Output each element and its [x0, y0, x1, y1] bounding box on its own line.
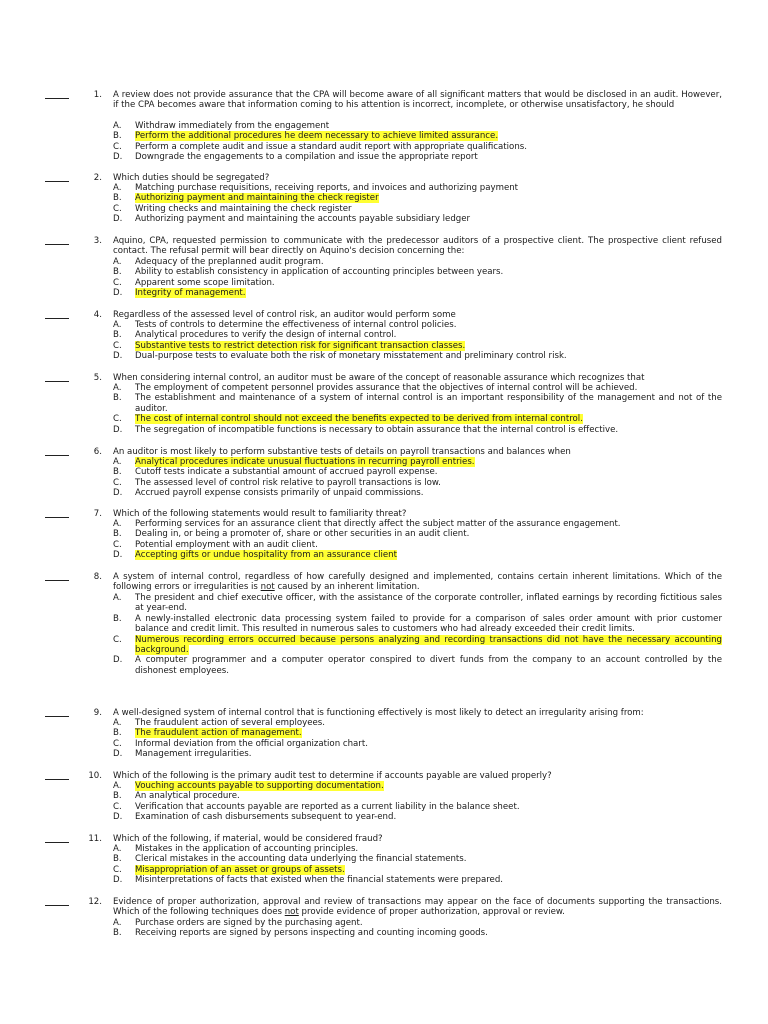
option-text: Writing checks and maintaining the check register	[135, 203, 352, 214]
option-letter: A.	[113, 457, 122, 467]
option-b[interactable]	[113, 529, 722, 539]
option-d[interactable]	[113, 749, 722, 759]
option-letter: B.	[113, 193, 122, 204]
option-text: Management irregularities.	[135, 749, 252, 760]
question-stem: Aquino, CPA, requested permission to communicate with the predecessor auditors of a prospective client. The prospective client refused contact. The refusal permit will bear directly on Aquino's decision concerning the:	[113, 236, 722, 257]
option-letter: D.	[113, 655, 123, 666]
option-a[interactable]	[113, 121, 722, 131]
option-letter: A.	[113, 121, 122, 131]
option-c[interactable]	[113, 341, 722, 351]
stem-underlined-word: not	[284, 907, 299, 918]
option-text: The president and chief executive officer, with the assistance of the corporate controller, inflated earnings by recording fictitious sales at year-end.	[135, 593, 722, 614]
option-letter: B.	[113, 330, 122, 341]
question-stem: A review does not provide assurance that the CPA will become aware of all significant matters that would be disclosed in an audit. However, if the CPA becomes aware that information coming to his attention is incorrect, incomplete, or otherwise unsatisfactory, he should	[113, 90, 722, 111]
option-b[interactable]	[113, 928, 722, 938]
option-text: Receiving reports are signed by persons inspecting and counting incoming goods.	[135, 928, 488, 939]
option-d[interactable]	[113, 550, 722, 560]
option-letter: B.	[113, 613, 122, 624]
option-text-highlighted: The cost of internal control should not exceed the benefits expected to be derived from internal control.	[135, 414, 583, 425]
option-text-highlighted: Numerous recording errors occurred because persons analyzing and recording transactions did not have the necessary accounting background.	[135, 634, 722, 656]
option-b[interactable]	[113, 791, 722, 801]
question-number: 6.	[93, 447, 102, 457]
option-letter: D.	[113, 351, 123, 362]
option-text: Purchase orders are signed by the purchasing agent.	[135, 918, 363, 928]
answer-blank[interactable]	[45, 572, 69, 581]
option-text-highlighted: Accepting gifts or undue hospitality from an assurance client	[135, 550, 397, 561]
options-list	[113, 781, 722, 823]
option-letter: A.	[113, 320, 122, 330]
option-d[interactable]	[113, 488, 722, 498]
option-letter: C.	[113, 634, 122, 645]
stem-underlined-word: not	[260, 582, 275, 593]
question-number: 5.	[93, 373, 102, 383]
option-c[interactable]	[113, 802, 722, 812]
question-number: 7.	[93, 509, 102, 519]
option-text: Withdraw immediately from the engagement	[135, 121, 330, 131]
option-c[interactable]	[113, 635, 722, 656]
answer-blank[interactable]	[45, 310, 69, 319]
option-a[interactable]	[113, 593, 722, 614]
option-letter: D.	[113, 550, 123, 561]
question-number: 3.	[93, 236, 102, 246]
option-letter: D.	[113, 875, 123, 886]
option-a[interactable]	[113, 457, 722, 467]
option-text: Ability to establish consistency in application of accounting principles between years.	[135, 267, 504, 278]
answer-blank[interactable]	[45, 236, 69, 245]
option-b[interactable]	[113, 330, 722, 340]
option-letter: D.	[113, 812, 123, 823]
options-list	[113, 718, 722, 760]
option-d[interactable]	[113, 425, 722, 435]
option-d[interactable]	[113, 875, 722, 885]
option-b[interactable]	[113, 267, 722, 277]
option-a[interactable]	[113, 781, 722, 791]
option-letter: C.	[113, 864, 122, 875]
option-d[interactable]	[113, 812, 722, 822]
option-letter: A.	[113, 519, 122, 529]
question-number: 1.	[93, 90, 102, 100]
question-number: 2.	[93, 173, 102, 183]
option-text: Downgrade the engagements to a compilation and issue the appropriate report	[135, 152, 478, 163]
option-d[interactable]	[113, 655, 722, 676]
option-text-highlighted: Analytical procedures indicate unusual fluctuations in recurring payroll entries.	[135, 457, 475, 467]
option-text: Apparent some scope limitation.	[135, 277, 275, 288]
option-text-highlighted: Integrity of management.	[135, 288, 246, 299]
option-letter: D.	[113, 488, 123, 499]
option-b[interactable]	[113, 131, 722, 141]
question-number: 8.	[93, 572, 102, 582]
answer-blank[interactable]	[45, 708, 69, 717]
option-letter: D.	[113, 749, 123, 760]
option-letter: C.	[113, 340, 122, 351]
option-text: Accrued payroll expense consists primarily of unpaid commissions.	[135, 488, 424, 499]
option-letter: B.	[113, 854, 122, 865]
option-letter: A.	[113, 781, 122, 791]
option-text: Performing services for an assurance client that directly affect the subject matter of the assurance engagement.	[135, 519, 621, 529]
option-text: Informal deviation from the official organization chart.	[135, 738, 368, 749]
answer-blank[interactable]	[45, 771, 69, 780]
answer-blank[interactable]	[45, 509, 69, 518]
option-letter: C.	[113, 738, 122, 749]
option-text: The segregation of incompatible functions is necessary to obtain assurance that the internal control is effective.	[135, 424, 619, 435]
option-letter: B.	[113, 791, 122, 802]
option-c[interactable]	[113, 278, 722, 288]
option-b[interactable]	[113, 728, 722, 738]
option-text: Verification that accounts payable are reported as a current liability in the balance sheet.	[135, 801, 520, 812]
answer-blank[interactable]	[45, 90, 69, 99]
option-text-highlighted: The fraudulent action of management.	[135, 728, 302, 739]
question-stem: Which of the following statements would result to familiarity threat?	[113, 509, 407, 519]
option-letter: D.	[113, 288, 123, 299]
option-letter: A.	[113, 383, 122, 393]
option-letter: C.	[113, 414, 122, 425]
option-c[interactable]	[113, 739, 722, 749]
option-text: Mistakes in the application of accounting principles.	[135, 844, 359, 854]
option-letter: A.	[113, 718, 122, 728]
option-letter: C.	[113, 203, 122, 214]
option-text: The establishment and maintenance of a system of internal control is an important responsibility of the management and not of the auditor.	[135, 393, 722, 414]
question-number: 11.	[88, 834, 102, 844]
option-text: Dealing in, or being a promoter of, share or other securities in an audit client.	[135, 529, 470, 540]
option-text: Cutoff tests indicate a substantial amount of accrued payroll expense.	[135, 467, 438, 478]
option-letter: B.	[113, 728, 122, 739]
option-d[interactable]	[113, 152, 722, 162]
option-b[interactable]	[113, 193, 722, 203]
option-a[interactable]	[113, 257, 722, 267]
options-list	[113, 519, 722, 561]
option-c[interactable]	[113, 142, 722, 152]
question-number: 12.	[88, 897, 102, 907]
option-letter: C.	[113, 539, 122, 550]
option-text-highlighted: Misappropriation of an asset or groups of assets.	[135, 864, 345, 875]
options-list	[113, 593, 722, 676]
option-text: The employment of competent personnel provides assurance that the objectives of internal control will be achieved.	[135, 383, 638, 393]
question-stem: Regardless of the assessed level of control risk, an auditor would perform some	[113, 310, 456, 320]
question-stem: A well-designed system of internal control that is functioning effectively is most likely to detect an irregularity arising from:	[113, 708, 644, 718]
option-letter: A.	[113, 918, 122, 928]
option-letter: B.	[113, 267, 122, 278]
options-list	[113, 320, 722, 362]
option-d[interactable]	[113, 214, 722, 224]
option-letter: C.	[113, 277, 122, 288]
stem-text: A system of internal control, regardless of how carefully designed and implemented, contains certain inherent limitations. Which of the following errors or irregularities is	[113, 572, 722, 593]
option-text: The fraudulent action of several employees.	[135, 718, 325, 728]
question-stem: Which of the following, if material, would be considered fraud?	[113, 834, 383, 844]
option-text: Dual-purpose tests to evaluate both the risk of monetary misstatement and preliminary control risk.	[135, 351, 567, 362]
option-text: Potential employment with an audit client.	[135, 539, 318, 550]
option-text: An analytical procedure.	[135, 791, 240, 802]
question-stem: When considering internal control, an auditor must be aware of the concept of reasonable assurance which recognizes that	[113, 373, 645, 383]
option-a[interactable]	[113, 519, 722, 529]
option-a[interactable]	[113, 718, 722, 728]
options-list	[113, 257, 722, 299]
option-c[interactable]	[113, 478, 722, 488]
options-list	[113, 918, 722, 939]
option-letter: B.	[113, 928, 122, 939]
option-letter: D.	[113, 152, 123, 163]
option-text: Analytical procedures to verify the design of internal control.	[135, 330, 397, 341]
option-d[interactable]	[113, 288, 722, 298]
options-list	[113, 183, 722, 225]
option-b[interactable]	[113, 614, 722, 635]
stem-text: caused by an inherent limitation.	[274, 582, 420, 593]
option-letter: B.	[113, 467, 122, 478]
option-text: Authorizing payment and maintaining the accounts payable subsidiary ledger	[135, 214, 471, 225]
options-list	[113, 457, 722, 499]
option-a[interactable]	[113, 918, 722, 928]
option-letter: A.	[113, 257, 122, 267]
option-letter: A.	[113, 183, 122, 193]
option-text: Examination of cash disbursements subsequent to year-end.	[135, 812, 397, 823]
answer-blank[interactable]	[45, 834, 69, 843]
question-stem: Which of the following is the primary audit test to determine if accounts payable are valued properly?	[113, 771, 552, 781]
option-text-highlighted: Authorizing payment and maintaining the check register	[135, 193, 379, 204]
option-text: A computer programmer and a computer operator conspired to divert funds from the company to an account controlled by the dishonest employees.	[135, 655, 722, 676]
option-d[interactable]	[113, 351, 722, 361]
option-c[interactable]	[113, 414, 722, 424]
option-c[interactable]	[113, 865, 722, 875]
answer-blank[interactable]	[45, 447, 69, 456]
question-stem: An auditor is most likely to perform substantive tests of details on payroll transactions and balances when	[113, 447, 571, 457]
option-b[interactable]	[113, 467, 722, 477]
answer-blank[interactable]	[45, 897, 69, 906]
option-text: Misinterpretations of facts that existed when the financial statements were prepared.	[135, 875, 504, 886]
option-letter: B.	[113, 393, 122, 404]
option-letter: C.	[113, 141, 122, 152]
question-number: 9.	[93, 708, 102, 718]
question-number: 4.	[93, 310, 102, 320]
option-text: Clerical mistakes in the accounting data underlying the financial statements.	[135, 854, 467, 865]
answer-blank[interactable]	[45, 373, 69, 382]
option-letter: A.	[113, 844, 122, 854]
option-a[interactable]	[113, 844, 722, 854]
option-letter: A.	[113, 593, 122, 603]
option-letter: D.	[113, 424, 123, 435]
answer-blank[interactable]	[45, 173, 69, 182]
option-text-highlighted: Perform the additional procedures he deem necessary to achieve limited assurance.	[135, 131, 499, 142]
option-text-highlighted: Substantive tests to restrict detection risk for significant transaction classes.	[135, 340, 466, 351]
options-list	[113, 383, 722, 435]
options-list	[113, 844, 722, 886]
option-letter: D.	[113, 214, 123, 225]
stem-text: provide evidence of proper authorization, approval or review.	[298, 907, 565, 918]
option-b[interactable]	[113, 393, 722, 414]
option-letter: B.	[113, 529, 122, 540]
option-letter: C.	[113, 477, 122, 488]
question-stem	[113, 572, 722, 593]
option-a[interactable]	[113, 383, 722, 393]
option-letter: B.	[113, 131, 122, 142]
question-stem: Which duties should be segregated?	[113, 173, 270, 183]
option-text: Matching purchase requisitions, receiving reports, and invoices and authorizing payment	[135, 183, 519, 193]
option-text: Tests of controls to determine the effectiveness of internal control policies.	[135, 320, 457, 330]
options-list	[113, 121, 722, 163]
option-text: A newly-installed electronic data processing system failed to provide for a comparison of sales order amount with prior customer balance and credit limit. This resulted in numerous sales to customers who had already exceeded their credit limits.	[135, 613, 722, 635]
question-stem	[113, 897, 722, 918]
option-text: Perform a complete audit and issue a standard audit report with appropriate qualifications.	[135, 141, 527, 152]
option-text: Adequacy of the preplanned audit program.	[135, 257, 324, 267]
option-text: The assessed level of control risk relative to payroll transactions is low.	[135, 477, 441, 488]
option-c[interactable]	[113, 204, 722, 214]
option-b[interactable]	[113, 854, 722, 864]
option-letter: C.	[113, 801, 122, 812]
stem-text: Evidence of proper authorization, approval and review of transactions may appear on the face of documents supporting the transactions. Which of the following techniques does	[113, 897, 722, 918]
question-number: 10.	[88, 771, 102, 781]
option-a[interactable]	[113, 320, 722, 330]
option-text-highlighted: Vouching accounts payable to supporting documentation.	[135, 781, 384, 791]
option-a[interactable]	[113, 183, 722, 193]
option-c[interactable]	[113, 540, 722, 550]
